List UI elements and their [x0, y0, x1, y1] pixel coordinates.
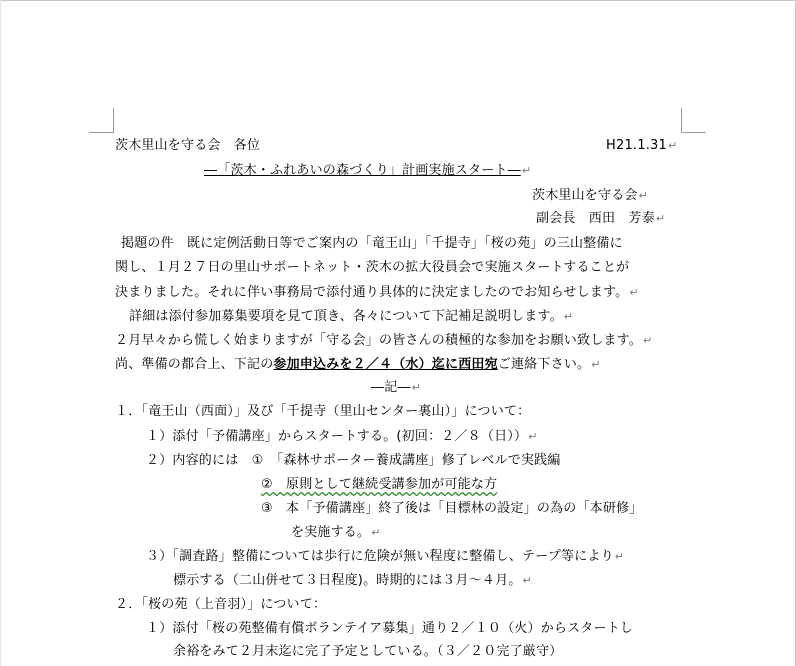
item-text: ② 原則として継続受講参加が可能な方 — [261, 477, 498, 492]
paragraph-mark: ↵ — [614, 550, 625, 563]
paragraph-mark: ↵ — [371, 526, 381, 539]
notice-text: ご連絡下さい。 — [497, 357, 591, 372]
date-text: H21.1.31 — [606, 138, 667, 153]
addressee-text: 茨木里山を守る会 各位 — [115, 138, 261, 153]
window-border-left — [0, 0, 1, 666]
ki-heading — [371, 379, 421, 397]
body-line — [115, 259, 629, 277]
margin-corner-left — [89, 108, 114, 133]
paragraph-mark: ↵ — [638, 189, 649, 202]
item-text: １．「竜王山（西面）」及び「千提寺（里山センター裏山）」について： — [115, 404, 531, 419]
body-line — [115, 332, 652, 350]
body-line — [129, 308, 573, 326]
org-line — [532, 187, 648, 205]
title-line — [204, 162, 531, 180]
list-item — [146, 548, 624, 566]
sender-text: 副会長 西田 芳泰 — [536, 211, 655, 226]
notice-emphasis: 参加申込みを２／４（水）迄に西田宛 — [273, 357, 498, 372]
body-text: 掲題の件 既に定例活動日等でご案内の「竜王山」「千提寺」「桜の苑」の三山整備に — [121, 236, 623, 251]
notice-line — [115, 356, 601, 374]
body-text: 関し、１月２７日の里山サポートネット・茨木の拡大役員会で実施スタートすることが — [115, 260, 630, 275]
list-item — [261, 500, 642, 518]
body-line — [115, 284, 639, 302]
notice-text: 尚、準備の都合上、下記の — [115, 357, 274, 372]
paragraph-mark: ↵ — [522, 574, 532, 587]
window-border-top — [0, 0, 796, 1]
list-item — [291, 524, 381, 542]
body-text: ２月早々から慌しく始まりますが「守る会」の皆さんの積極的な参加をお願い致します。 — [115, 333, 642, 348]
body-text: 決まりました。それに伴い事務局で添付通り具体的に決定ましたのでお知らせします。 — [115, 285, 629, 300]
paragraph-mark: ↵ — [655, 212, 666, 225]
list-item — [115, 403, 530, 421]
list-item — [146, 620, 633, 638]
paragraph-mark: ↵ — [528, 430, 538, 443]
item-text: ３）「調査路」整備については歩行に危険が無い程度に整備し、テープ等により — [146, 549, 614, 564]
paragraph-mark: ↵ — [563, 310, 574, 323]
date-line — [606, 137, 677, 155]
item-text: を実施する。 — [291, 525, 371, 540]
body-line — [121, 235, 623, 253]
paragraph-mark: ↵ — [591, 358, 601, 371]
item-text: 余裕をみて２月末迄に完了予定としている。（３／２０完了厳守） — [173, 644, 563, 659]
item-text: ２．「桜の苑（上音羽）」について： — [115, 597, 327, 612]
paragraph-mark: ↵ — [642, 334, 653, 347]
org-text: 茨木里山を守る会 — [532, 188, 638, 203]
list-item — [261, 476, 497, 494]
item-text: ③ 本「予備講座」終了後は「目標林の設定」の為の「本研修」 — [261, 501, 643, 516]
item-text: １）添付「桜の苑整備有償ボランテイア募集」通り２／１０（火）からスタートし — [146, 621, 634, 636]
sender-line — [536, 210, 665, 228]
paragraph-mark: ↵ — [411, 381, 422, 394]
ki-text: ―記― — [371, 380, 411, 395]
item-text: １）添付「予備講座」からスタートする。(初回：２／８（日）） — [146, 429, 528, 444]
list-item — [146, 428, 538, 446]
body-text: 詳細は添付参加募集要項を見て頂き、各々について下記補足説明します。 — [129, 309, 563, 324]
list-item — [173, 572, 532, 590]
margin-corner-right — [681, 108, 706, 133]
item-text: ２）内容的には ① 「森林サポーター養成講座」修了レベルで実践編 — [146, 453, 561, 468]
list-item — [173, 643, 563, 661]
item-text: 標示する（二山併せて３日程度)。時期的には３月～４月。 — [173, 573, 522, 588]
paragraph-mark: ↵ — [629, 286, 639, 299]
paragraph-mark: ↵ — [521, 164, 532, 177]
paragraph-mark: ↵ — [668, 139, 678, 152]
list-item — [115, 596, 326, 614]
addressee-line — [115, 137, 260, 155]
title-text: ―「茨木・ふれあいの森づくり」計画実施スタート― — [204, 163, 521, 178]
list-item — [146, 452, 561, 470]
